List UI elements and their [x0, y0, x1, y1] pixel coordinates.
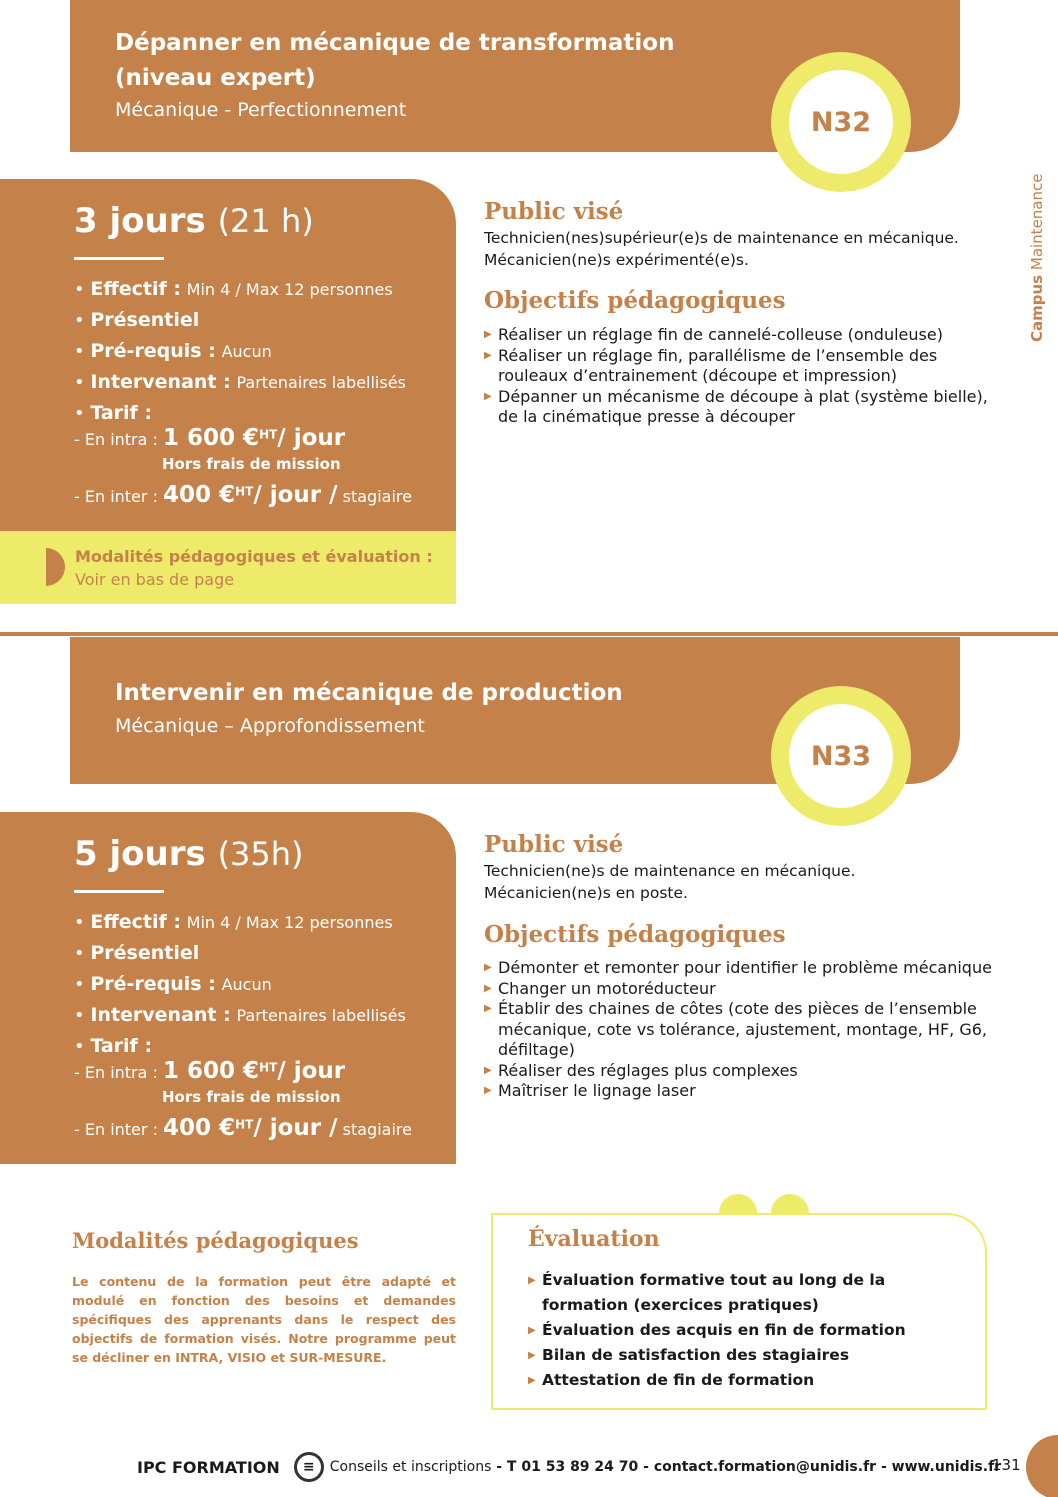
- course2-public-line2: Mécanicien(ne)s en poste.: [484, 884, 688, 902]
- course1-modalites-box: [0, 531, 456, 604]
- course1-title-line1: Dépanner en mécanique de transformation: [115, 30, 675, 56]
- course2-info-card: [0, 812, 456, 1164]
- triangle-bullet-icon: ▶: [484, 982, 492, 994]
- course1-code-badge: [771, 52, 911, 192]
- triangle-bullet-icon: ▶: [528, 1375, 536, 1386]
- course1-subtitle: Mécanique - Perfectionnement: [115, 99, 407, 121]
- list-item: ▶ Bilan de satisfaction des stagiaires: [528, 1343, 968, 1368]
- course1-effectif: • Effectif : Min 4 / Max 12 personnes: [74, 278, 393, 300]
- course2-hors-frais: Hors frais de mission: [162, 1088, 341, 1106]
- course1-inter-price: - En inter : 400 €$^{HT}$/ jour / stagiaire: [74, 482, 412, 508]
- course1-title-line2: (niveau expert): [115, 65, 316, 91]
- triangle-bullet-icon: ▶: [484, 329, 492, 340]
- list-item: ▶ Évaluation formative tout au long de la formation (exercices pratiques): [528, 1268, 968, 1318]
- triangle-bullet-icon: ▶: [528, 1350, 536, 1361]
- course1-public-title: Public visé: [484, 198, 624, 225]
- course2-subtitle: Mécanique – Approfondissement: [115, 715, 425, 737]
- course1-public-line2: Mécanicien(ne)s expérimenté(e)s.: [484, 251, 749, 269]
- course1-duration: 3 jours (21 h): [74, 201, 314, 241]
- course1-modalites-title: Modalités pédagogiques et évaluation :: [75, 547, 433, 566]
- triangle-bullet-icon: ▶: [484, 1003, 492, 1014]
- course2-title-line1: Intervenir en mécanique de production: [115, 680, 623, 706]
- course1-intra-price: - En intra : 1 600 €$^{HT}$/ jour: [74, 425, 346, 451]
- triangle-bullet-icon: ▶: [484, 390, 492, 402]
- footer-contact: Conseils et inscriptions - T 01 53 89 24 70 - contact.formation@unidis.fr - www.unidis.fr: [329, 1459, 1002, 1475]
- course1-objectifs-list: [484, 325, 994, 428]
- list-item: ▶ Établir des chaines de côtes (cote des pièces de l’ensemble mécanique, cote vs tolérance, ajustement, montage, HF, G6, défiltage): [484, 999, 987, 1059]
- course1-objectifs-title: Objectifs pédagogiques: [484, 287, 786, 314]
- course2-inter-price: - En inter : 400 €$^{HT}$/ jour / stagiaire: [74, 1115, 412, 1141]
- course1-intervenant: • Intervenant : Partenaires labellisés: [74, 371, 406, 393]
- list-item: ▶ Attestation de fin de formation: [528, 1368, 968, 1393]
- course2-duration-underline: [74, 890, 164, 893]
- footer: [137, 1452, 1001, 1482]
- half-circle-icon: [46, 548, 65, 586]
- course2-presentiel: • Présentiel: [74, 942, 200, 964]
- triangle-bullet-icon: ▶: [484, 1085, 492, 1096]
- course1-modalites-text: Voir en bas de page: [75, 570, 235, 589]
- triangle-bullet-icon: ▶: [528, 1325, 536, 1336]
- course2-public-title: Public visé: [484, 831, 624, 858]
- course1-code: N32: [789, 70, 893, 174]
- triangle-bullet-icon: ▶: [528, 1275, 536, 1286]
- course2-public-line1: Technicien(ne)s de maintenance en mécanique.: [484, 862, 856, 880]
- footer-brand: IPC FORMATION: [137, 1457, 280, 1477]
- triangle-bullet-icon: ▶: [484, 1064, 492, 1076]
- list-item: ▶ Réaliser des réglages plus complexes: [484, 1060, 798, 1080]
- unidis-logo-icon: ≡: [294, 1452, 324, 1482]
- section-divider: [0, 632, 1058, 636]
- course2-tarif: • Tarif :: [74, 1035, 153, 1057]
- course1-public-line1: Technicien(nes)supérieur(e)s de maintenance en mécanique.: [484, 229, 959, 247]
- course1-prerequis: • Pré-requis : Aucun: [74, 340, 272, 362]
- list-item: ▶ Évaluation des acquis en fin de formation: [528, 1318, 968, 1343]
- triangle-bullet-icon: ▶: [484, 962, 492, 973]
- course1-info-card: [0, 179, 456, 531]
- list-item: ▶ Réaliser un réglage fin de cannelé-colleuse (onduleuse): [484, 325, 943, 344]
- course2-code: N33: [789, 704, 893, 808]
- course2-objectifs-list: [484, 958, 994, 1102]
- evaluation-list: [528, 1268, 968, 1393]
- list-item: ▶ Dépanner un mécanisme de découpe à plat (système bielle), de la cinématique presse à découper: [484, 386, 988, 426]
- course2-objectifs-title: Objectifs pédagogiques: [484, 921, 786, 948]
- side-label-campus-maintenance: Campus Maintenance: [1028, 173, 1046, 342]
- modalites-title: Modalités pédagogiques: [72, 1228, 359, 1253]
- course1-duration-underline: [74, 257, 164, 260]
- course1-hors-frais: Hors frais de mission: [162, 455, 341, 473]
- course1-presentiel: • Présentiel: [74, 309, 200, 331]
- list-item: ▶ Changer un motoréducteur: [484, 978, 716, 998]
- course2-effectif: • Effectif : Min 4 / Max 12 personnes: [74, 911, 393, 933]
- list-item: ▶ Réaliser un réglage fin, parallélisme de l’ensemble des rouleaux d’entrainement (découpe et impression): [484, 345, 938, 385]
- page-number: 131: [992, 1456, 1021, 1474]
- modalites-text: Le contenu de la formation peut être adapté et modulé en fonction des besoins et demandes spécifiques des apprenants dans le respect des objectifs de formation visés. Notre programme peut se décliner en INTRA, VISIO et SUR-MESURE.: [72, 1274, 456, 1365]
- course2-intervenant: • Intervenant : Partenaires labellisés: [74, 1004, 406, 1026]
- course2-duration: 5 jours (35h): [74, 834, 304, 874]
- list-item: ▶ Démonter et remonter pour identifier le problème mécanique: [484, 958, 992, 977]
- triangle-bullet-icon: ▶: [484, 349, 492, 361]
- list-item: ▶ Maîtriser le lignage laser: [484, 1081, 696, 1100]
- course2-prerequis: • Pré-requis : Aucun: [74, 973, 272, 995]
- course2-code-badge: [771, 686, 911, 826]
- corner-decoration: [1026, 1435, 1058, 1497]
- course2-intra-price: - En intra : 1 600 €$^{HT}$/ jour: [74, 1058, 346, 1084]
- course1-tarif: • Tarif :: [74, 402, 153, 424]
- evaluation-title: Évaluation: [528, 1226, 660, 1252]
